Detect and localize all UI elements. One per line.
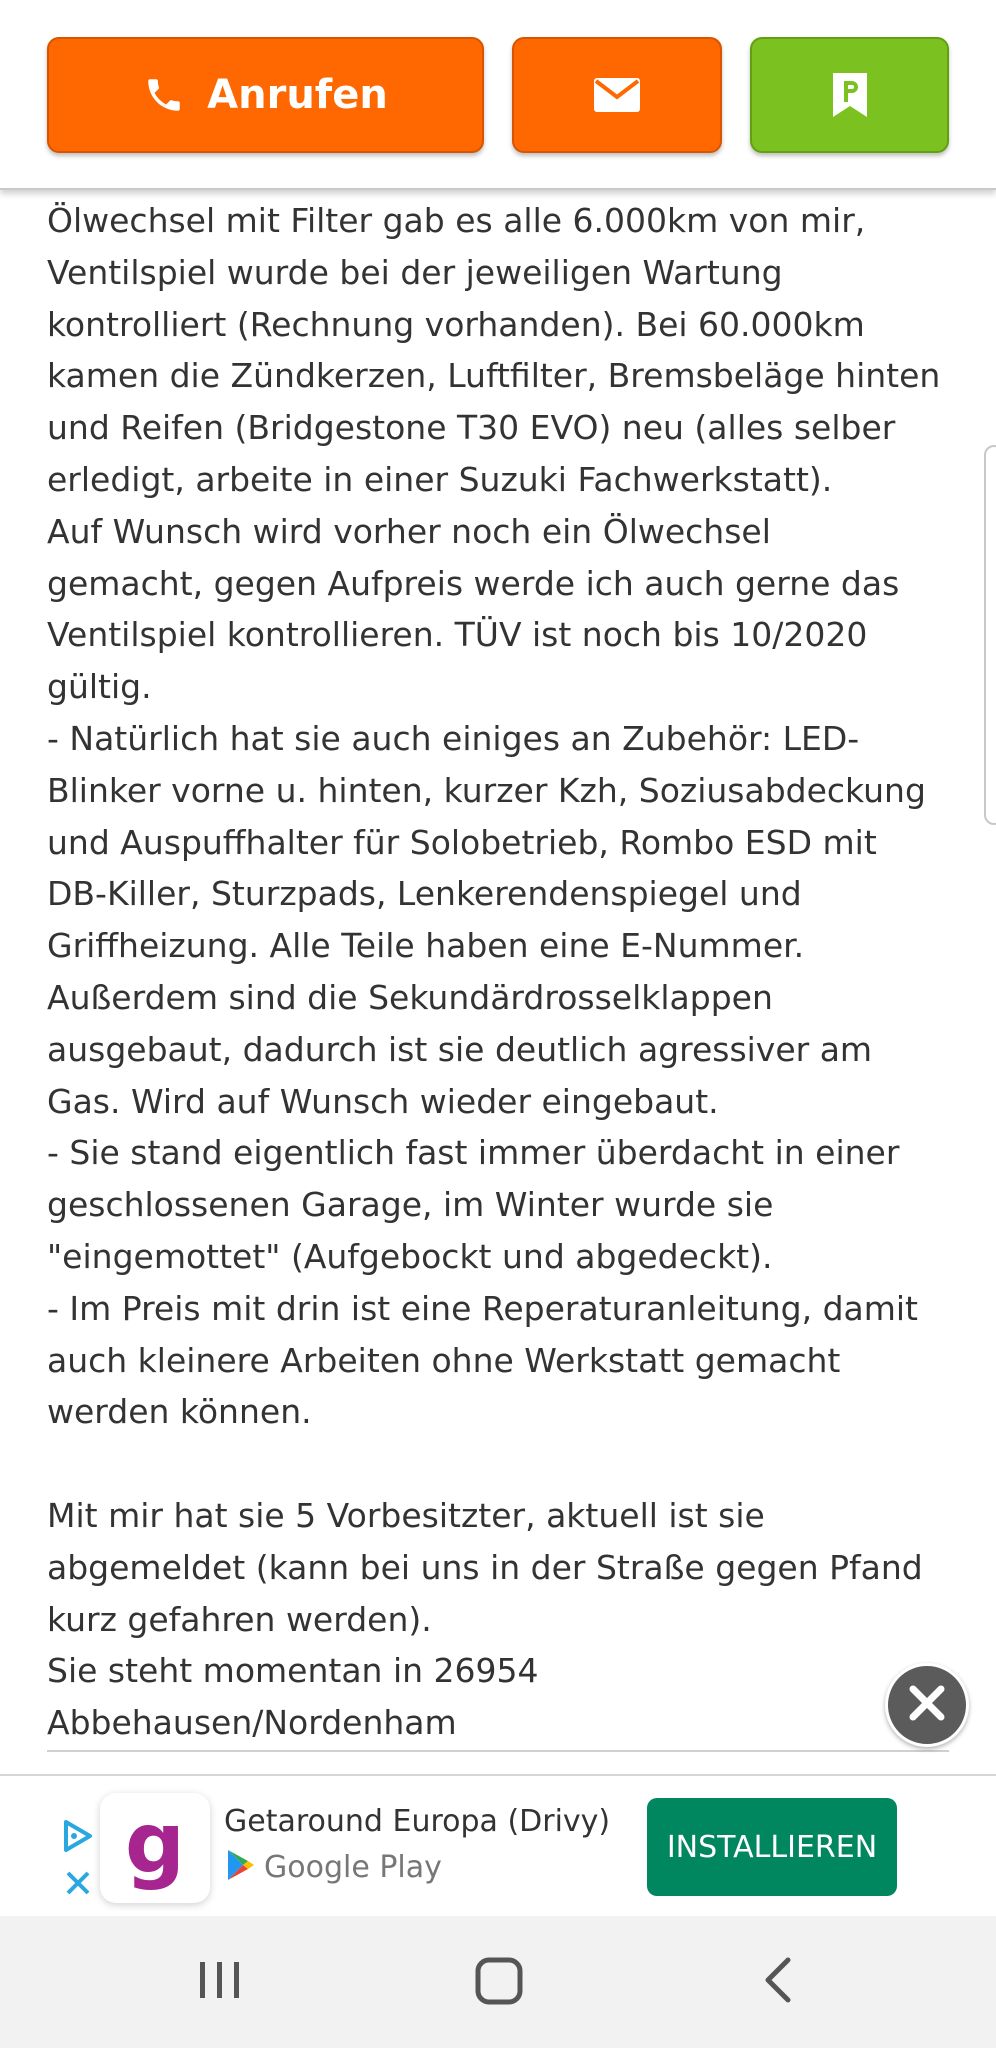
park-button[interactable] <box>750 37 949 153</box>
home-icon <box>474 1993 524 2012</box>
store-name: Google Play <box>264 1849 442 1885</box>
system-navigation-bar <box>0 1916 996 2048</box>
ad-app-name: Getaround Europa (Drivy) <box>224 1804 611 1839</box>
listing-description <box>47 195 957 1749</box>
close-icon <box>907 1683 947 1727</box>
side-panel-handle[interactable] <box>984 445 996 825</box>
phone-icon <box>143 74 185 116</box>
divider <box>47 1750 949 1752</box>
bookmark-p-icon <box>833 73 867 117</box>
recents-icon <box>196 1993 244 2012</box>
ad-choices[interactable] <box>62 1831 92 1921</box>
envelope-icon <box>594 78 640 112</box>
description-paragraph: Ölwechsel mit Filter gab es alle 6.000km von mir, Ventilspiel wurde bei der jeweiligen Wartung kontrolliert (Rechnung vorhanden). Bei 60.000km kamen die Zündkerzen, Luftfilter, Bremsbeläge hinten und Reifen (Bridgestone T30 EVO) neu (alles selber erledigt, arbeite in einer Suzuki Fachwerkstatt). Auf Wunsch wird vorher noch ein Ölwechsel gemacht, gegen Aufpreis werde ich auch gerne das Ventilspiel kontrollieren. TÜV ist noch bis 10/2020 gültig. - Natürlich hat sie auch einiges an Zubehör: LED- Blinker vorne u. hinten, kurzer Kzh, Soziusabdeckung und Auspuffhalter für Solobetrieb, Rombo ESD mit DB-Killer, Sturzpads, Lenkerendenspiegel und Griffheizung. Alle Teile haben eine E-Nummer. Außerdem sind die Sekundärdrosselklappen ausgebaut, dadurch ist sie deutlich agressiver am Gas. Wird auf Wunsch wieder eingebaut. - Sie stand eigentlich fast immer überdacht in einer geschlossenen Garage, im Winter wurde sie "eingemottet" (Aufgebockt und abgedeckt). - Im Preis mit drin ist eine Reperaturanleitung, damit auch kleinere Arbeiten ohne Werkstatt gemacht werden können. <box>47 201 941 1432</box>
adchoices-play-icon <box>62 1819 94 1857</box>
back-button[interactable] <box>758 1952 798 2012</box>
call-button-label: Anrufen <box>207 72 388 118</box>
back-icon <box>758 1993 798 2012</box>
ad-store <box>226 1848 442 1886</box>
ad-banner[interactable] <box>0 1774 996 1916</box>
description-paragraph: Mit mir hat sie 5 Vorbesitzter, aktuell ist sie abgemeldet (kann bei uns in der Straße gegen Pfand kurz gefahren werden). Sie steht momentan in 26954 Abbehausen/Nordenham <box>47 1495 923 1743</box>
install-button[interactable]: INSTALLIEREN <box>647 1798 897 1896</box>
action-bar <box>0 0 996 190</box>
recents-button[interactable] <box>196 1952 244 2012</box>
home-button[interactable] <box>474 1952 524 2012</box>
app-logo: g <box>100 1793 210 1903</box>
google-play-icon <box>226 1848 256 1886</box>
close-ad-button[interactable] <box>885 1663 969 1747</box>
adchoices-close-icon[interactable] <box>64 1869 92 1901</box>
email-button[interactable] <box>512 37 722 153</box>
call-button[interactable] <box>47 37 484 153</box>
